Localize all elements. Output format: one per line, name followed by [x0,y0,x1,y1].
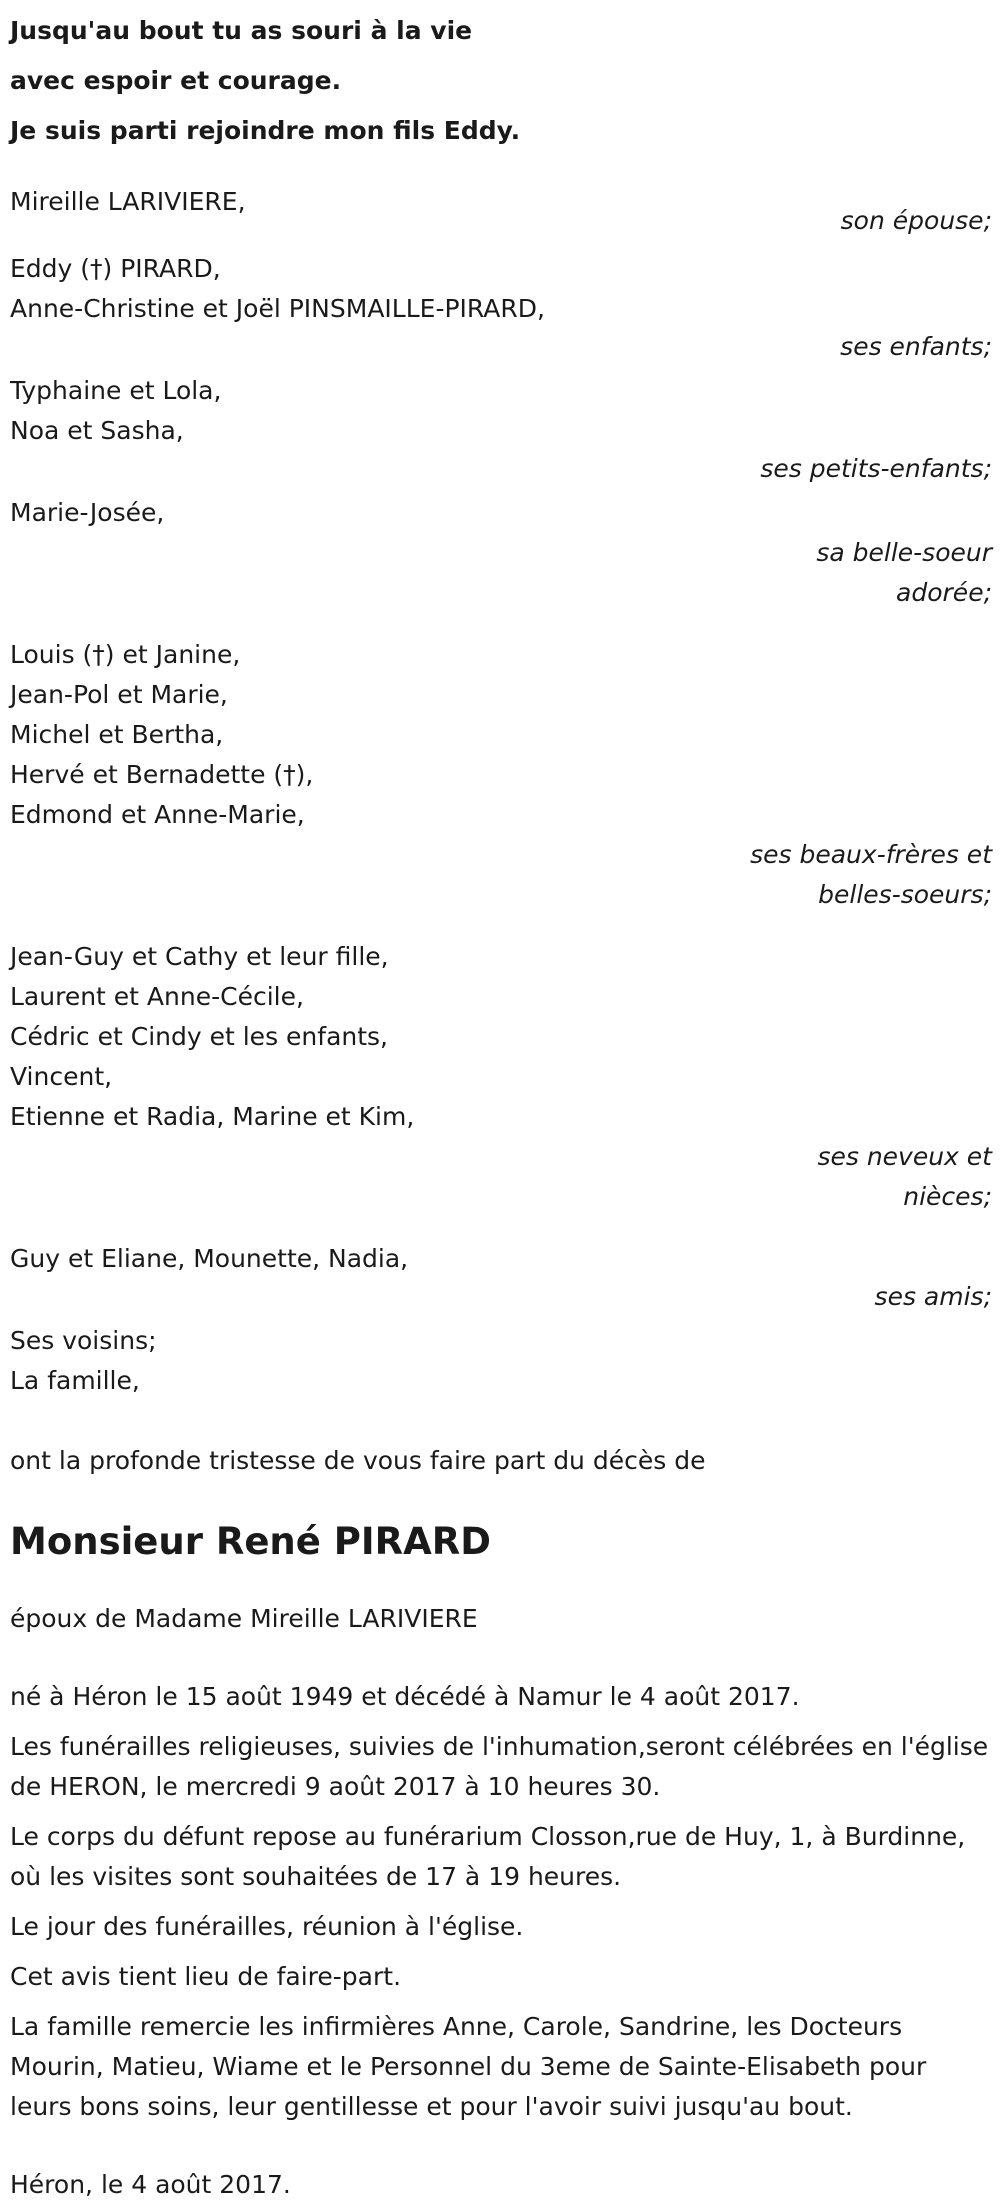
place-date: Héron, le 4 août 2017. [10,2170,291,2199]
relation-label: ses amis; [874,1282,992,1311]
family-name: Michel et Bertha, [10,720,224,749]
birth-death-paragraph: né à Héron le 15 août 1949 et décédé à Namur le 4 août 2017. [10,1682,800,1711]
family-group-spouse [10,182,992,241]
family-name: Cédric et Cindy et les enfants, [10,1022,389,1051]
family-name: Laurent et Anne-Cécile, [10,982,304,1011]
family-name: Vincent, [10,1062,113,1091]
poem-line: avec espoir et courage. [10,66,342,95]
poem [10,6,992,156]
family-name: Jean-Pol et Marie, [10,680,228,709]
family-group-in-laws [10,635,992,915]
relation-label: adorée; [896,578,992,607]
family-name: Louis (†) et Janine, [10,640,241,669]
relation-label: ses neveux et [817,1142,992,1171]
relation-label: belles-soeurs; [818,880,992,909]
family-name: Edmond et Anne-Marie, [10,800,305,829]
thanks-paragraph: La famille remercie les infirmières Anne, Carole, Sandrine, les Docteurs Mourin, Matieu, Wiame et le Personnel du 3eme de Sainte-Elisabeth pour leurs bons soins, leur gentillesse et pour l'avoir suivi jusqu'au bout. [10,2012,927,2121]
relation-label: nièces; [903,1182,992,1211]
relation-label: ses petits-enfants; [760,454,992,483]
spouse-line: époux de Madame Mireille LARIVIERE [10,1604,478,1633]
poem-line: Je suis parti rejoindre mon fils Eddy. [10,116,521,145]
announcement-text: ont la profonde tristesse de vous faire part du décès de [10,1446,706,1475]
family-group-friends [10,1239,992,1317]
family-name: Marie-Josée, [10,498,165,527]
relation-label: ses beaux-frères et [750,840,992,869]
relation-label: sa belle-soeur [816,538,992,567]
family-name: La famille, [10,1366,140,1395]
deceased-name: Monsieur René PIRARD [10,1520,491,1563]
family-name: Guy et Eliane, Mounette, Nadia, [10,1244,409,1273]
family-group-grandchildren [10,371,992,489]
family-name: Typhaine et Lola, [10,376,222,405]
family-group-nephews-nieces [10,937,992,1217]
family-name: Hervé et Bernadette (†), [10,760,314,789]
poem-line: Jusqu'au bout tu as souri à la vie [10,16,473,45]
family-name: Anne-Christine et Joël PINSMAILLE-PIRARD, [10,294,545,323]
relation-label: ses enfants; [840,332,992,361]
family-group-children [10,249,992,367]
meeting-paragraph: Le jour des funérailles, réunion à l'église. [10,1912,524,1941]
obituary-notice [10,6,992,2205]
relation-label: son épouse; [840,206,992,235]
family-name: Etienne et Radia, Marine et Kim, [10,1102,415,1131]
family-name: Noa et Sasha, [10,416,184,445]
funerarium-paragraph: Le corps du défunt repose au funérarium Closson,rue de Huy, 1, à Burdinne, où les visites sont souhaitées de 17 à 19 heures. [10,1822,966,1891]
family-name: Mireille LARIVIERE, [10,187,246,216]
funeral-paragraph: Les funérailles religieuses, suivies de l'inhumation,seront célébrées en l'église de HERON, le mercredi 9 août 2017 à 10 heures 30. [10,1732,989,1801]
family-name: Jean-Guy et Cathy et leur fille, [10,942,389,971]
family-group-sister-in-law [10,493,992,613]
notice-paragraph: Cet avis tient lieu de faire-part. [10,1962,402,1991]
family-name: Eddy (†) PIRARD, [10,254,221,283]
family-name: Ses voisins; [10,1326,157,1355]
family-group-others [10,1321,992,1401]
